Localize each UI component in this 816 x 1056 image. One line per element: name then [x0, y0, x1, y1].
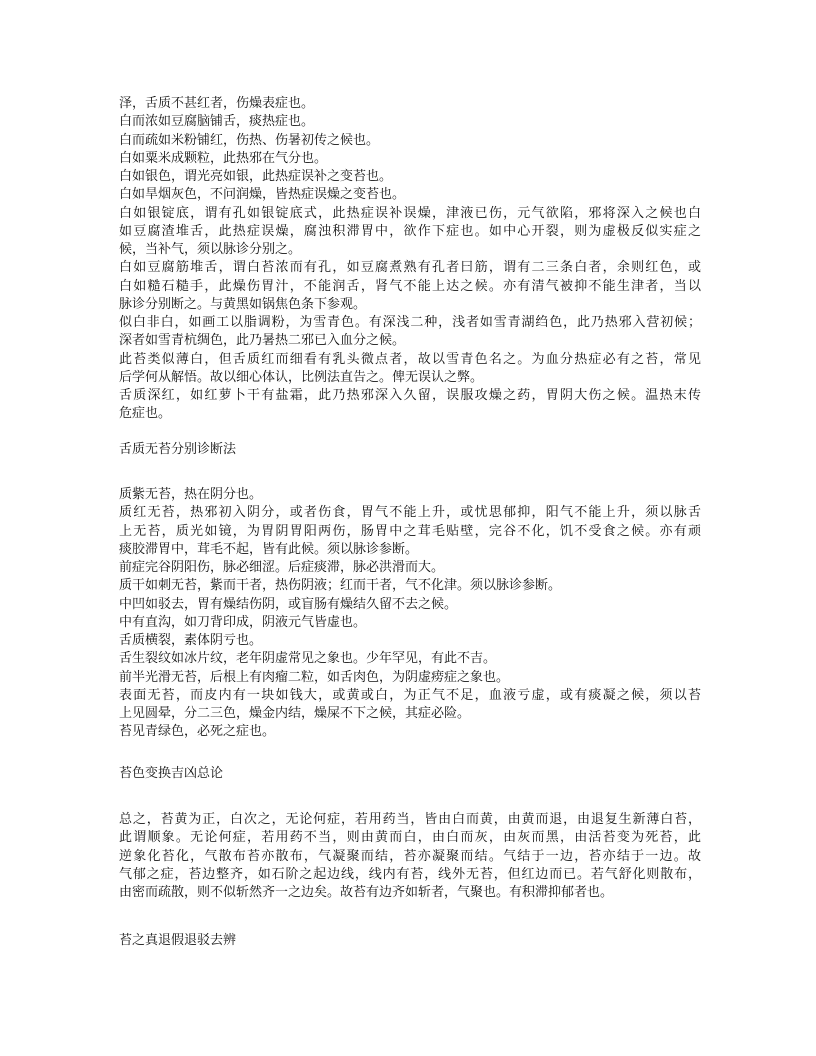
- text-line: 前半光滑无苔，后根上有肉瘤二粒，如舌肉色，为阴虚痨症之象也。: [119, 669, 510, 685]
- text-line: 危症也。: [119, 406, 172, 422]
- text-line: 白而疏如米粉铺红，伤热、伤暑初传之候也。: [119, 132, 380, 148]
- text-line: 舌生裂纹如冰片纹，老年阴虚常见之象也。少年罕见，有此不吉。: [119, 651, 497, 667]
- text-line: 总之，苔黄为正，白次之，无论何症，若用药当，皆由白而黄，由黄而退，由退复生新薄白苔，: [119, 812, 701, 827]
- paragraph: [119, 387, 701, 424]
- text-line: 白如豆腐筋堆舌，谓白苔浓而有孔，如豆腐煮熟有孔者曰筋，谓有二三条白者，余则红色，或: [119, 260, 701, 276]
- section-heading: 苔色变换吉凶总论: [119, 766, 224, 781]
- text-line: 质紫无苔，热在阴分也。: [119, 487, 263, 502]
- section-heading: 苔之真退假退驳去辨: [119, 933, 237, 948]
- paragraph: [119, 669, 701, 687]
- paragraph: [119, 577, 701, 595]
- text-line: 质红无苔，热邪初入阴分，或者伤食，胃气不能上升，或忧思郁抑，阳气不能上升，须以脉舌: [119, 505, 701, 521]
- text-line: 似白非白，如画工以脂调粉，为雪青色。有深浅二种，浅者如雪青湖绉色，此乃热邪入营初候；: [119, 315, 701, 330]
- text-line: 中凹如驳去，胃有燥结伤阴，或盲肠有燥结久留不去之候。: [119, 596, 458, 612]
- section-body: [119, 486, 701, 742]
- text-line: 上见圆晕，分二三色，燥金内结，燥屎不下之候，其症必险。: [119, 706, 471, 721]
- paragraph: [119, 614, 701, 632]
- section-body: [119, 811, 701, 902]
- text-line: 逆象化苔化，气散布苔亦散布，气凝聚而结，苔亦凝聚而结。气结于一边，苔亦结于一边。故: [119, 848, 701, 864]
- paragraph: [119, 504, 701, 559]
- paragraph: [119, 314, 701, 351]
- paragraph: [119, 95, 701, 113]
- paragraph: [119, 132, 701, 150]
- paragraph: [119, 632, 701, 650]
- text-line: 前症完谷阴阳伤，脉必细涩。后症痰滞，脉必洪滑而大。: [119, 560, 445, 575]
- text-line: 白如旱烟灰色，不问润燥，皆热症误燥之变苔也。: [119, 187, 406, 203]
- paragraph: [119, 205, 701, 260]
- paragraph: [119, 687, 701, 724]
- paragraph: [119, 186, 701, 204]
- section-body: [119, 95, 701, 424]
- text-line: 此谓顺象。无论何症，若用药不当，则由黄而白，由白而灰，由灰而黑，由活苔变为死苔，此: [119, 830, 701, 846]
- text-line: 白如银锭底，谓有孔如银锭底式，此热症误补误燥，津液已伤，元气欲陷，邪将深入之候也白: [119, 205, 701, 221]
- text-line: 白如粟米成颗粒，此热邪在气分也。: [119, 150, 328, 166]
- text-line: 舌质深红，如红萝卜干有盐霜，此乃热邪深入久留，误服攻燥之药，胃阴大伤之候。温热末传: [119, 388, 701, 403]
- paragraph: [119, 351, 701, 388]
- text-line: 气郁之症，苔边整齐，如石阶之起边线，线内有苔，线外无苔，但红边而已。若气舒化则散布，: [119, 866, 701, 882]
- text-line: 脉诊分别断之。与黄黑如锅焦色条下参观。: [119, 296, 367, 312]
- text-line: 由密而疏散，则不似斩然齐一之边矣。故苔有边齐如斩者，气聚也。有积滞抑郁者也。: [119, 885, 614, 900]
- text-line: 深者如雪青杭绸色，此乃暑热二邪已入血分之候。: [119, 333, 406, 349]
- paragraph: [119, 486, 701, 504]
- text-line: 中有直沟，如刀背印成，阴液元气皆虚也。: [119, 614, 367, 630]
- text-line: 表面无苔，而皮内有一块如钱大，或黄或白，为正气不足，血液亏虚，或有痰凝之候，须以苔: [119, 687, 701, 703]
- text-line: 此苔类似薄白，但舌质红而细看有乳头微点者，故以雪青色名之。为血分热症必有之苔，常见: [119, 351, 701, 367]
- paragraph: [119, 168, 701, 186]
- paragraph: [119, 650, 701, 668]
- section-heading: 舌质无苔分别诊断法: [119, 442, 237, 457]
- text-line: 白而浓如豆腐脑铺舌，痰热症也。: [119, 114, 315, 130]
- text-line: 舌质横裂，素体阴亏也。: [119, 633, 263, 648]
- text-line: 苔见青绿色，必死之症也。: [119, 724, 276, 740]
- text-line: 如豆腐渣堆舌，此热症误燥，腐浊积滞胃中，欲作下症也。如中心开裂，则为虚极反似实症之: [119, 223, 701, 239]
- text-line: 泽，舌质不甚红者，伤燥表症也。: [119, 96, 315, 111]
- paragraph: [119, 811, 701, 902]
- paragraph: [119, 113, 701, 131]
- text-line: 白如银色，谓光亮如银，此热症误补之变苔也。: [119, 169, 393, 184]
- text-line: 痰胶滞胃中，茸毛不起，皆有此候。须以脉诊参断。: [119, 541, 419, 557]
- paragraph: [119, 259, 701, 314]
- text-line: 候，当补气，须以脉诊分别之。: [119, 242, 302, 257]
- text-line: 后学何从解悟。故以细心体认，比例法直告之。俾无误认之弊。: [119, 369, 484, 385]
- text-line: 上无苔，质光如镜，为胃阴胃阳两伤，肠胃中之茸毛贴壁，完谷不化，饥不受食之候。亦有顽: [119, 523, 701, 539]
- text-line: 白如糙石糙手，此燥伤胃汁，不能润舌，肾气不能上达之候。亦有清气被抑不能生津者，当以: [119, 278, 701, 294]
- paragraph: [119, 150, 701, 168]
- paragraph: [119, 723, 701, 741]
- text-line: 质干如刺无苔，紫而干者，热伤阴液；红而干者，气不化津。须以脉诊参断。: [119, 578, 562, 594]
- paragraph: [119, 596, 701, 614]
- paragraph: [119, 559, 701, 577]
